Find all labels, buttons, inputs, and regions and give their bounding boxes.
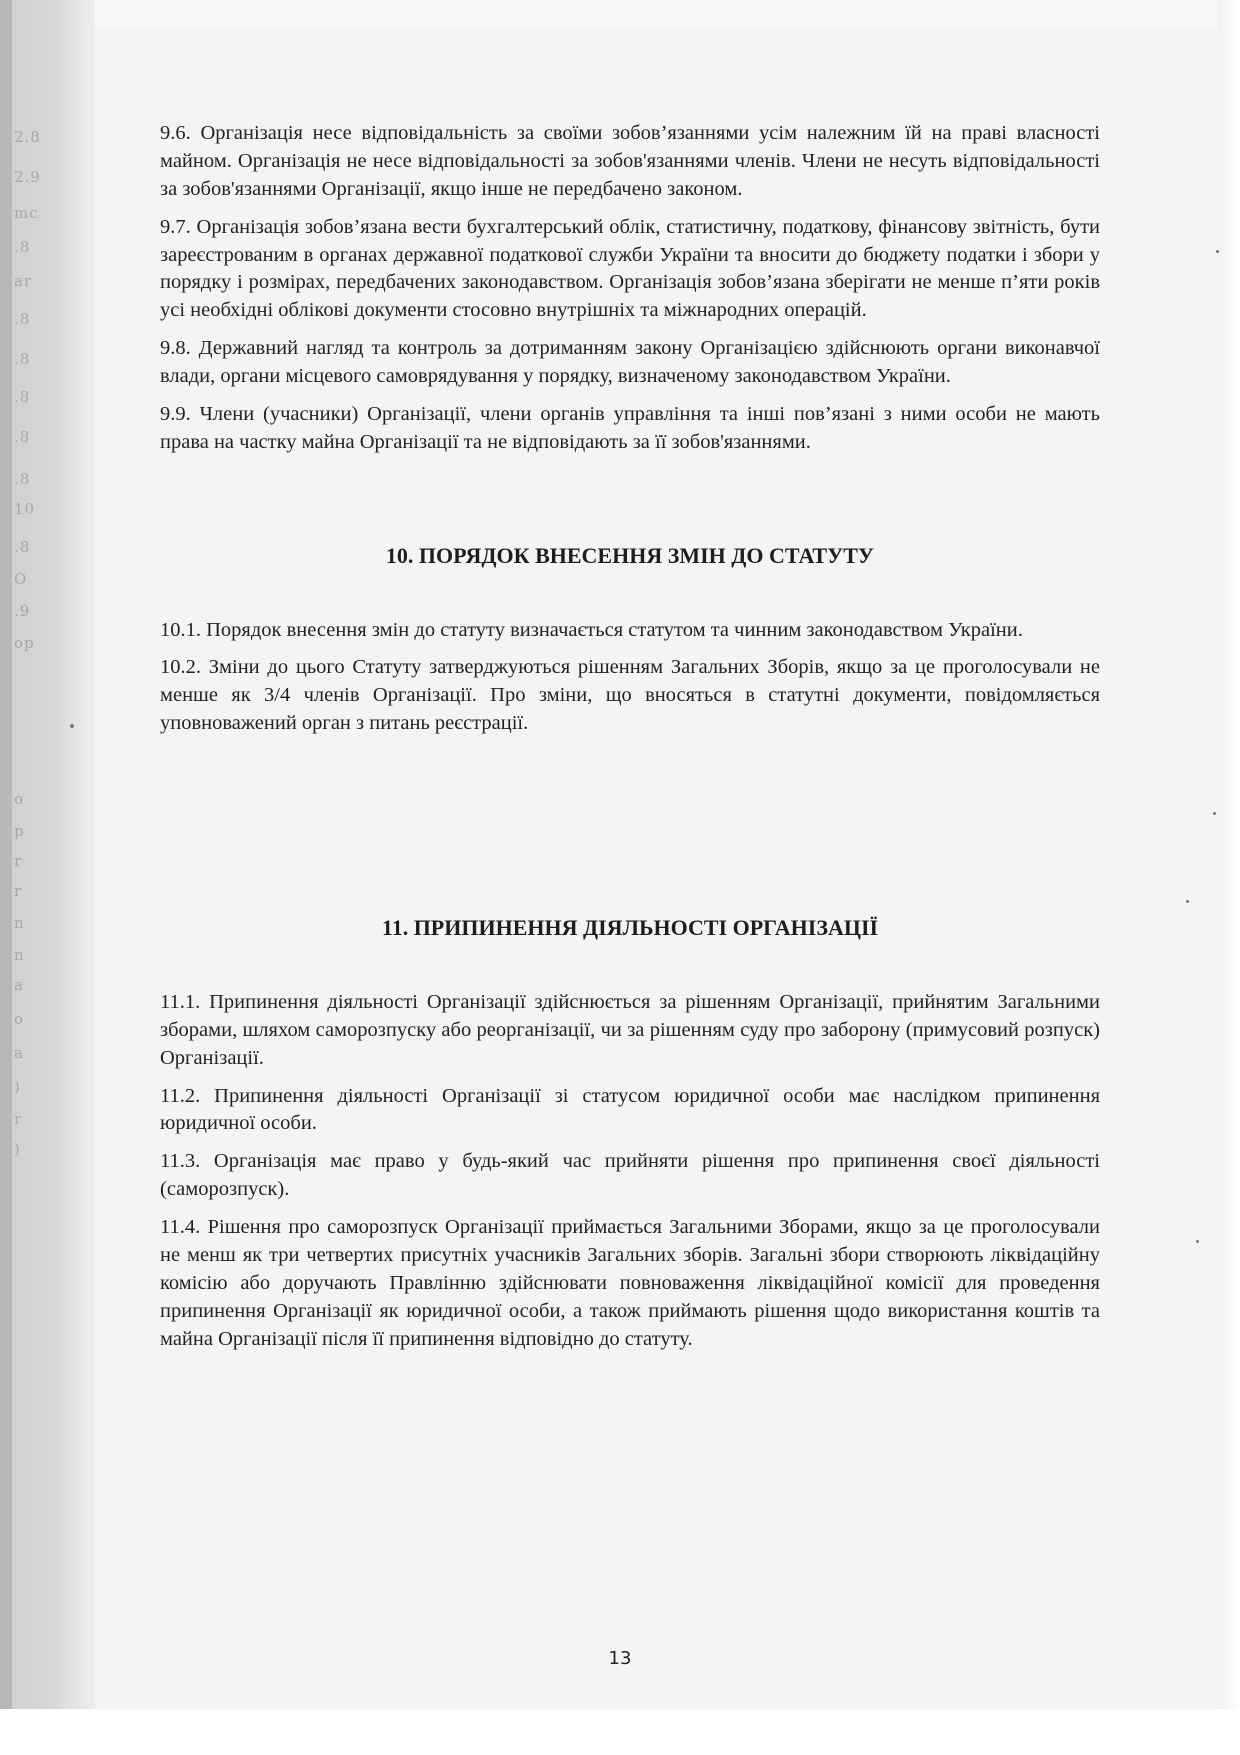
clause-9-6: 9.6. Організація несе відповідальність за своїми зобов’язаннями усім належним їй на праві власності майном. Організація не несе відповідальності за зобов'язаннями членів. Члени не несуть відповідальності за зобов'язаннями Організації, якщо інше не передбачено законом.: [160, 122, 1100, 200]
clause-11-4: 11.4. Рішення про саморозпуск Організації приймається Загальними Зборами, якщо за це проголосували не менш як три четвертих присутніх учасників Загальних зборів. Загальні збори створюють ліквідаційну комісію або доручають Правлінню здійснювати повноваження ліквідаційної комісії для проведення припинення Організації як юридичної особи, а також приймають рішення щодо використання коштів та майна Організації після її припинення відповідно до статуту.: [160, 1216, 1100, 1350]
bleed-through-mark: ar: [14, 272, 33, 290]
scan-bottom-edge: [0, 1709, 1240, 1755]
clause-11-1: 11.1. Припинення діяльності Організації здійснюється за рішенням Організації, прийнятим Загальними зборами, шляхом саморозпуску або реорганізації, чи за рішенням суду про заборону (примусовий розпуск) Організації.: [160, 990, 1100, 1069]
bleed-through-mark: r: [14, 882, 23, 900]
clause-10-2: 10.2. Зміни до цього Статуту затверджуються рішенням Загальних Зборів, якщо за це проголосували не менше як 3/4 членів Організації. Про зміни, що вносяться в статутні документи, повідомляється уповноважений орган з питань реєстрації.: [160, 656, 1100, 735]
section-11-heading: 11. ПРИПИНЕННЯ ДІЯЛЬНОСТІ ОРГАНІЗАЦІЇ: [381, 915, 879, 941]
scan-right-edge: [1218, 0, 1240, 1755]
clause-11-2: 11.2. Припинення діяльності Організації зі статусом юридичної особи має наслідком припинення юридичної особи.: [160, 1084, 1100, 1135]
bleed-through-mark: O: [14, 570, 28, 588]
bleed-through-mark: 2.8: [14, 128, 41, 146]
bleed-through-mark: .8: [14, 310, 31, 328]
bleed-through-mark: n: [14, 914, 25, 932]
bleed-through-mark: p: [14, 822, 25, 840]
scan-speck: [1186, 900, 1189, 903]
clause-9-8: 9.8. Державний нагляд та контроль за дотриманням закону Організацією здійснюють органи виконавчої влади, органи місцевого самоврядування у порядку, визначеному законодавством України.: [160, 337, 1100, 387]
bleed-through-mark: .8: [14, 538, 31, 556]
bleed-through-mark: r: [14, 1110, 23, 1128]
page-number: 13: [608, 1648, 632, 1669]
bleed-through-mark: a: [14, 1044, 24, 1062]
bleed-through-mark: o: [14, 1010, 25, 1028]
binding-shadow: [0, 0, 95, 1755]
bleed-through-mark: r: [14, 852, 23, 870]
document-body: [160, 120, 1100, 1363]
bleed-through-mark: 2.9: [14, 168, 41, 186]
bleed-through-mark: 10: [14, 500, 36, 518]
section-10-heading: 10. ПОРЯДОК ВНЕСЕННЯ ЗМІН ДО СТАТУТУ: [385, 542, 875, 568]
clause-10-1: 10.1. Порядок внесення змін до статуту визначається статутом та чинним законодавством України.: [160, 618, 1023, 641]
scan-speck: [1216, 250, 1219, 253]
bleed-through-mark: .8: [14, 238, 31, 256]
bleed-through-mark: .8: [14, 470, 31, 488]
bleed-through-mark: ): [14, 1078, 21, 1096]
bleed-through-mark: .8: [14, 428, 31, 446]
binding-edge: [0, 0, 12, 1755]
bleed-through-mark: op: [14, 634, 35, 652]
scan-speck: [1196, 1240, 1199, 1243]
bleed-through-mark: a: [14, 976, 24, 994]
bleed-through-mark: ): [14, 1140, 21, 1158]
bleed-through-mark: n: [14, 946, 25, 964]
bleed-through-mark: .9: [14, 602, 31, 620]
scan-speck: [1213, 812, 1216, 815]
bleed-through-mark: .8: [14, 350, 31, 368]
clause-9-7: 9.7. Організація зобов’язана вести бухгалтерський облік, статистичну, податкову, фінансову звітність, бути зареєстрованим в органах державної податкової служби України та вносити до бюджету податки і збори у порядку і розмірах, передбачених законодавством. Організація зобов’язана зберігати не менше п’яти років усі необхідні облікові документи стосовно внутрішніх та міжнародних операцій.: [160, 215, 1100, 322]
scan-speck: [70, 724, 74, 728]
scan-top-edge: [0, 0, 1240, 28]
bleed-through-mark: .8: [14, 388, 31, 406]
clause-11-3: 11.3. Організація має право у будь-який час прийняти рішення про припинення своєї діяльності (саморозпуск).: [160, 1150, 1100, 1201]
bleed-through-mark: o: [14, 790, 25, 808]
bleed-through-mark: mc: [14, 204, 39, 222]
clause-9-9: 9.9. Члени (учасники) Організації, члени органів управління та інші пов’язані з ними особи не мають права на частку майна Організації та не відповідають за її зобов'язаннями.: [160, 402, 1100, 453]
